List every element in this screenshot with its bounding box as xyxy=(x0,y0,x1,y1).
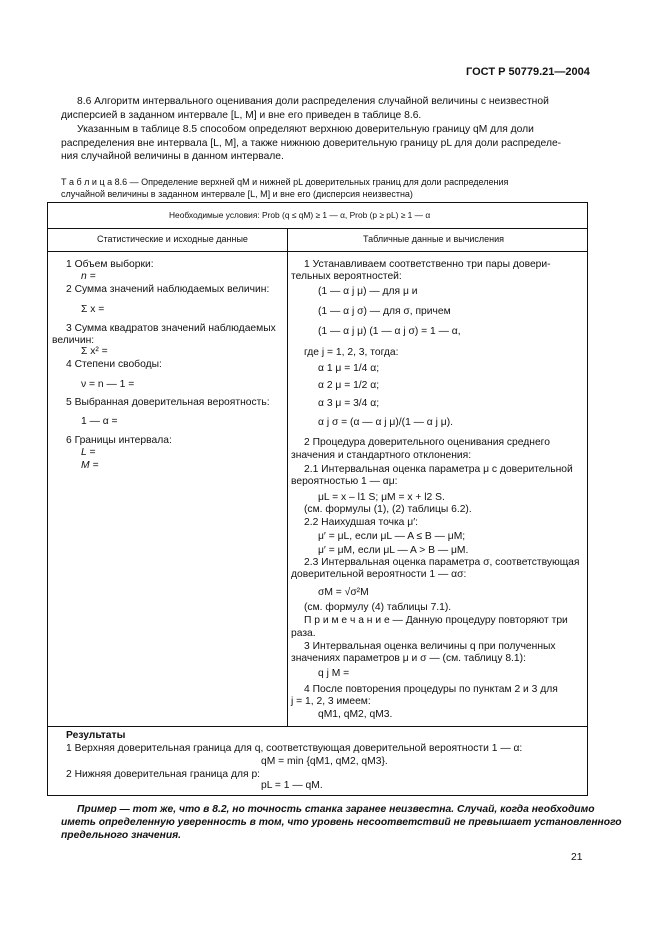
right-formula: qM1, qM2, qM3. xyxy=(318,709,393,720)
right-formula: α 1 μ = 1/4 α; xyxy=(318,363,380,374)
right-line: вероятностью 1 — αμ: xyxy=(291,476,398,487)
right-note: П р и м е ч а н и е — Данную процедуру повторяют три xyxy=(304,615,568,626)
right-line: тельных вероятностей: xyxy=(291,271,402,282)
right-formula: μ′ = μL, если μL — A ≤ B — μM; xyxy=(318,531,466,542)
left-item: 6 Границы интервала: xyxy=(66,435,172,446)
left-value: n = xyxy=(81,271,96,282)
table-border xyxy=(587,202,588,796)
table-border xyxy=(287,228,288,726)
left-item: 5 Выбранная доверительная вероятность: xyxy=(66,397,270,408)
left-item: величин: xyxy=(52,335,95,346)
document-code: ГОСТ Р 50779.21—2004 xyxy=(466,66,590,78)
right-line: (см. формулы (1), (2) таблицы 6.2). xyxy=(304,504,472,515)
intro-line: 8.6 Алгоритм интервального оценивания доли распределения случайной величины с неизвестной xyxy=(77,96,549,107)
right-formula: α j σ = (α — α j μ)/(1 — α j μ). xyxy=(318,417,453,428)
table-border xyxy=(47,726,588,727)
right-line: 1 Устанавливаем соответственно три пары довери- xyxy=(304,259,551,270)
right-formula: (1 — α j σ) — для σ, причем xyxy=(318,306,451,317)
right-line: значениях параметров μ и σ — (см. таблицу 8.1): xyxy=(291,653,526,664)
right-note: раза. xyxy=(291,628,316,639)
table-border xyxy=(47,228,588,229)
column-header-right: Табличные данные и вычисления xyxy=(363,234,505,244)
left-item: 1 Объем выборки: xyxy=(66,259,154,270)
table-border xyxy=(47,202,48,796)
left-value: 1 — α = xyxy=(81,416,118,427)
right-formula: q j M = xyxy=(318,668,350,679)
right-line: 2 Процедура доверительного оценивания среднего xyxy=(304,437,550,448)
left-item: 4 Степени свободы: xyxy=(66,359,162,370)
right-line: значения и стандартного отклонения: xyxy=(291,450,472,461)
intro-line: дисперсией в заданном интервале [L, M] и вне его приведен в таблице 8.6. xyxy=(61,110,422,121)
right-formula: σM = √σ²M xyxy=(318,587,369,598)
table-conditions: Необходимые условия: Prob (q ≤ qM) ≥ 1 — α, Prob (p ≥ pL) ≥ 1 — α xyxy=(169,210,431,220)
left-value: ν = n — 1 = xyxy=(81,379,135,390)
right-line: (см. формулу (4) таблицы 7.1). xyxy=(304,602,452,613)
left-item: 2 Сумма значений наблюдаемых величин: xyxy=(66,284,270,295)
intro-line: распределения вне интервала [L, M], а также нижнюю доверительную границу pL для доли распределе- xyxy=(61,138,562,149)
example-line: иметь определенную уверенность в том, что уровень несоответствий не превышает установленного xyxy=(61,817,622,828)
results-title: Результаты xyxy=(66,730,126,741)
left-value: Σ x = xyxy=(81,304,105,315)
result-item: 2 Нижняя доверительная граница для p: xyxy=(66,769,261,780)
right-line: где j = 1, 2, 3, тогда: xyxy=(304,347,399,358)
right-formula: (1 — α j μ) (1 — α j σ) = 1 — α, xyxy=(318,326,461,337)
intro-line: ния случайной величины в данном интервале. xyxy=(61,151,284,162)
result-formula: pL = 1 — qM. xyxy=(261,780,323,791)
table-caption: случайной величины в заданном интервале [L, M] и вне его (дисперсия неизвестна) xyxy=(61,189,413,199)
right-formula: μ′ = μM, если μL — A > B — μM. xyxy=(318,545,469,556)
table-border xyxy=(47,202,588,203)
right-line: j = 1, 2, 3 имеем: xyxy=(291,696,371,707)
right-line: 2.1 Интервальная оценка параметра μ с доверительной xyxy=(304,464,573,475)
table-border xyxy=(47,795,588,796)
right-line: доверительной вероятности 1 — ασ: xyxy=(291,569,467,580)
left-value: L = xyxy=(81,447,96,458)
column-header-left: Статистические и исходные данные xyxy=(97,234,248,244)
right-formula: μL = x – l1 S; μM = x + l2 S. xyxy=(318,492,445,503)
right-line: 3 Интервальная оценка величины q при полученных xyxy=(304,641,556,652)
table-border xyxy=(47,251,588,252)
right-line: 4 После повторения процедуры по пунктам 2 и 3 для xyxy=(304,684,558,695)
table-caption: Т а б л и ц а 8.6 — Определение верхней qM и нижней pL доверительных границ для доли распределения xyxy=(61,177,509,187)
page-number: 21 xyxy=(571,852,583,863)
right-formula: (1 — α j μ) — для μ и xyxy=(318,286,418,297)
left-item: 3 Сумма квадратов значений наблюдаемых xyxy=(66,323,276,334)
example-line: предельного значения. xyxy=(61,830,182,841)
result-formula: qM = min {qM1, qM2, qM3}. xyxy=(261,756,388,767)
intro-line: Указанным в таблице 8.5 способом определяют верхнюю доверительную границу qM для доли xyxy=(77,124,534,135)
right-formula: α 3 μ = 3/4 α; xyxy=(318,398,380,409)
right-line: 2.2 Наихудшая точка μ′: xyxy=(304,517,418,528)
left-value: M = xyxy=(81,460,99,471)
left-value: Σ x² = xyxy=(81,346,108,357)
example-line: Пример — тот же, что в 8.2, но точность станка заранее неизвестна. Случай, когда необходимо xyxy=(77,804,595,815)
result-item: 1 Верхняя доверительная граница для q, соответствующая доверительной вероятности 1 — α: xyxy=(66,743,523,754)
right-line: 2.3 Интервальная оценка параметра σ, соответствующая xyxy=(304,557,580,568)
right-formula: α 2 μ = 1/2 α; xyxy=(318,380,380,391)
